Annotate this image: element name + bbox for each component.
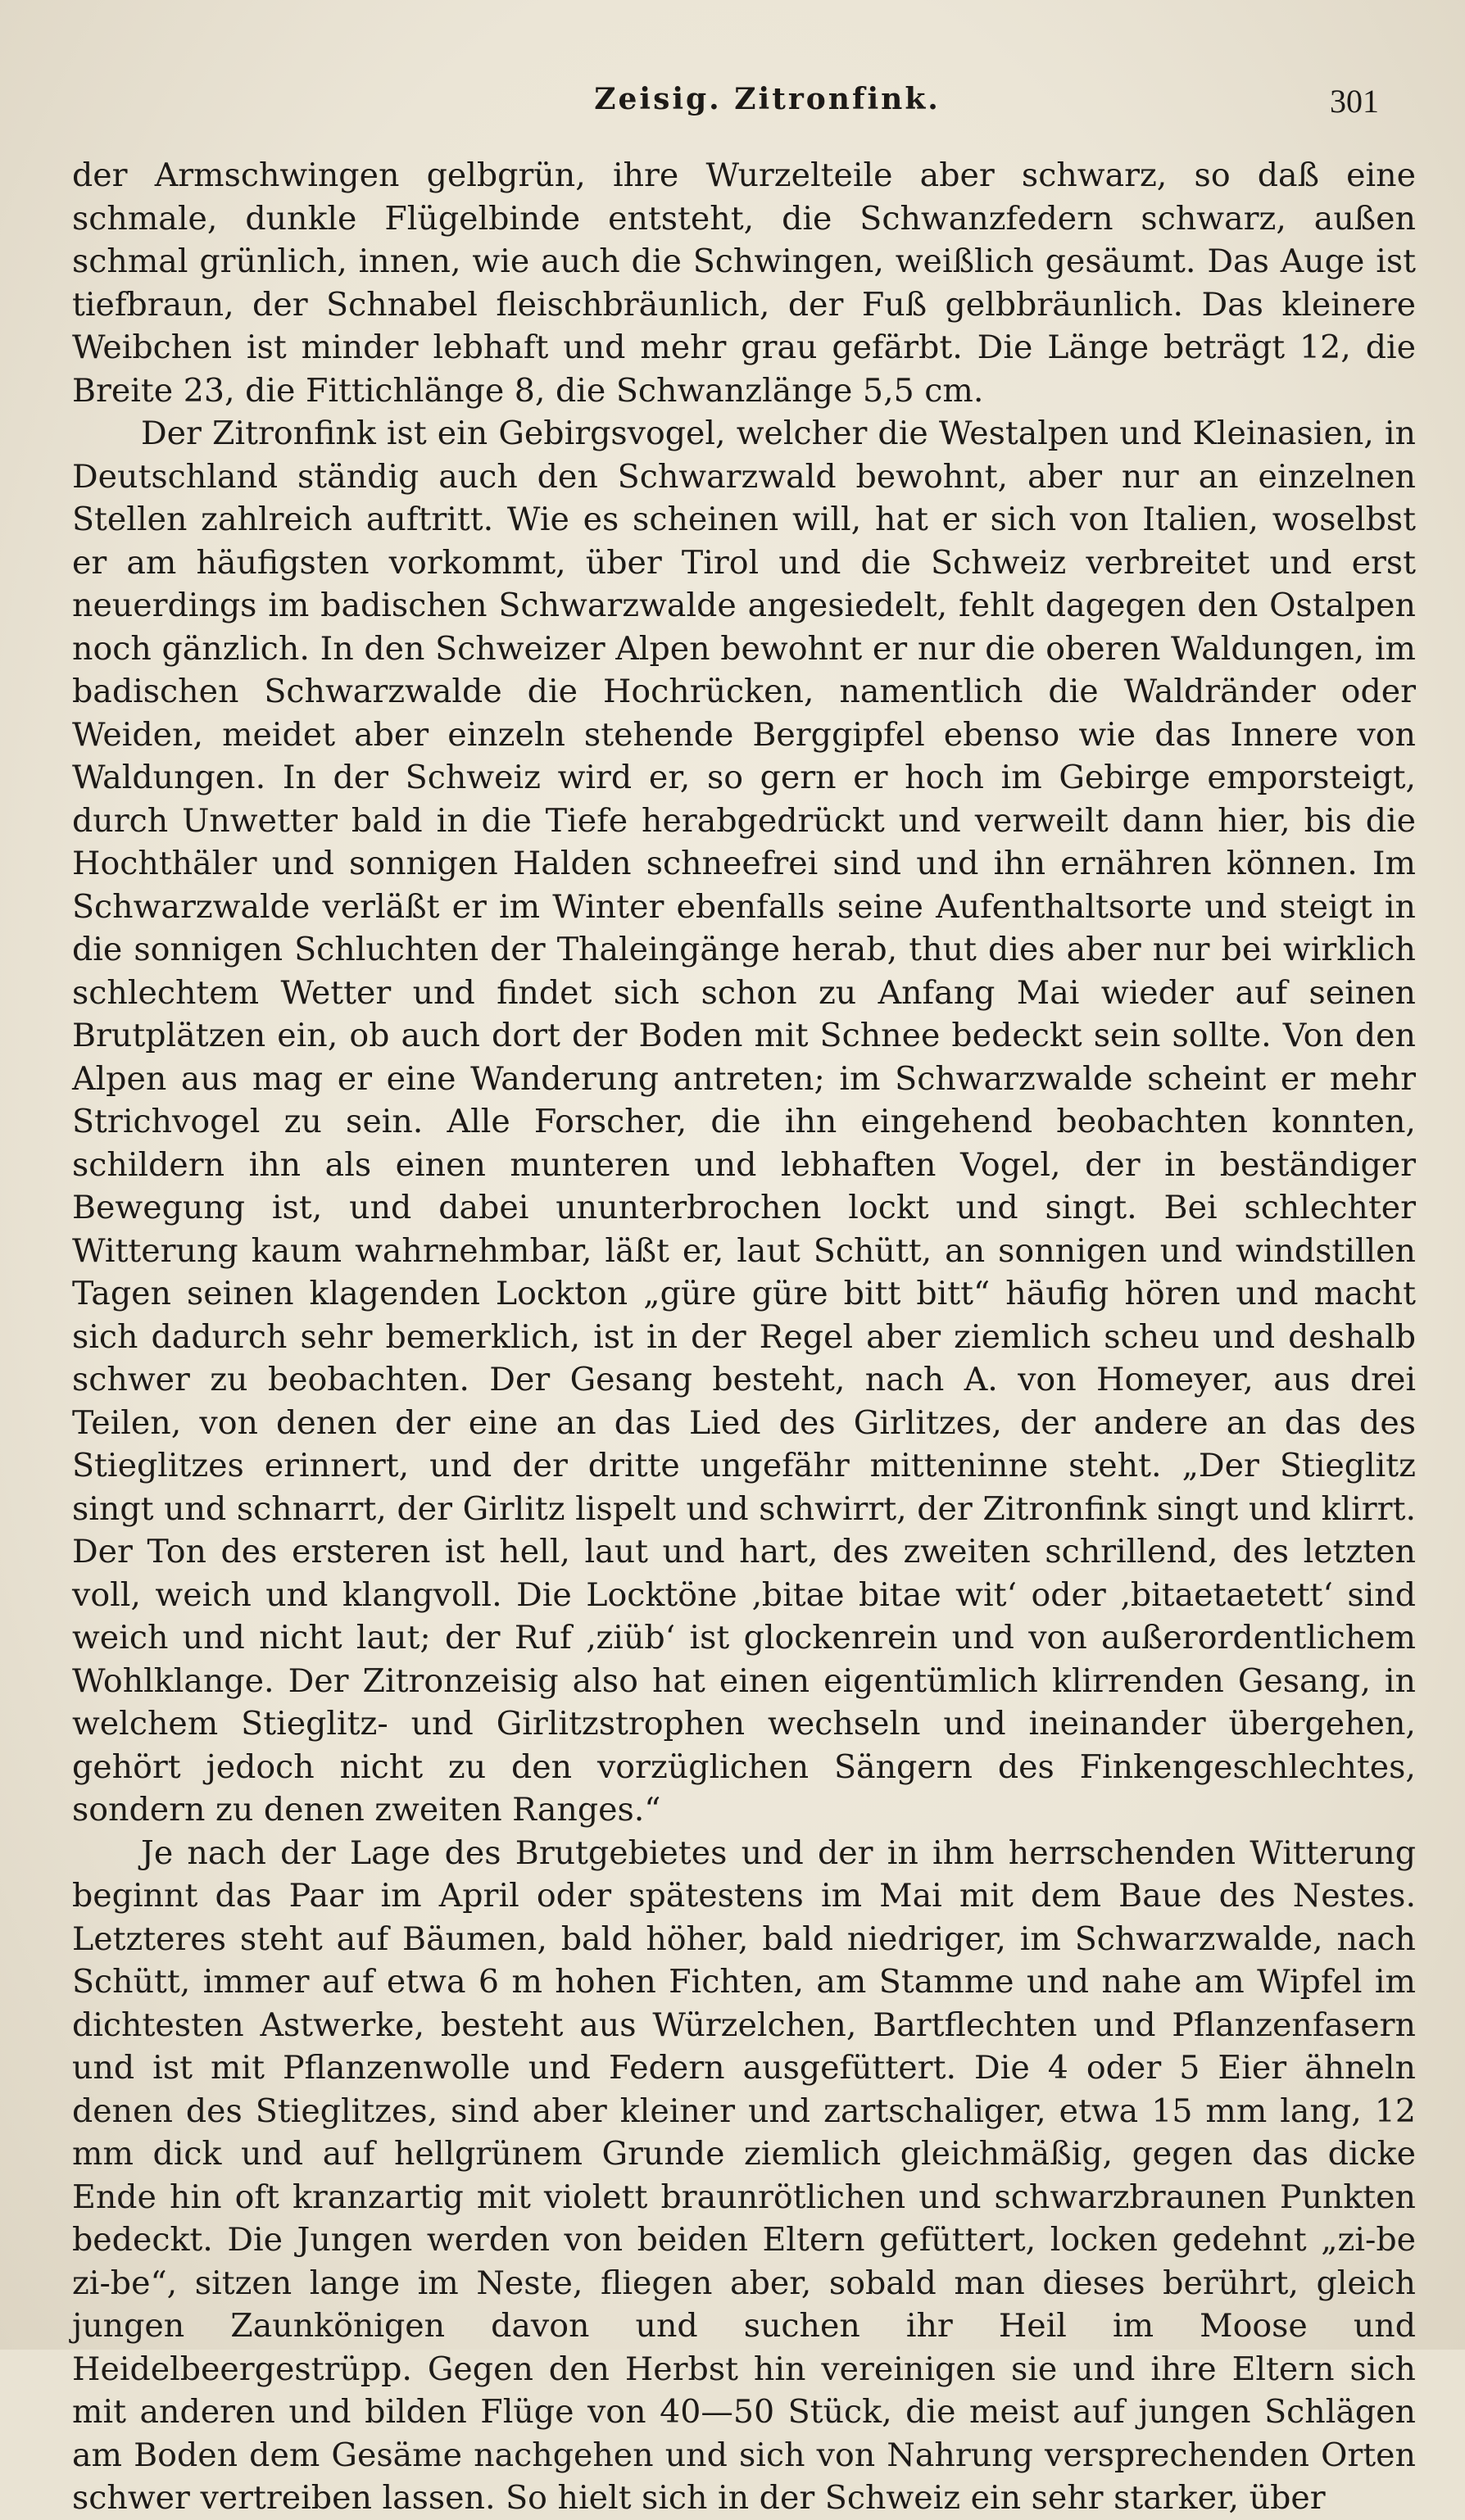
body-text	[72, 154, 1416, 2520]
paragraph-breeding: Je nach der Lage des Brutgebietes und der in ihm herrschenden Witterung beginnt das Paar im April oder spätestens im Mai mit dem Baue des Nestes. Letzteres steht auf Bäumen, bald höher, bald niedriger, im Schwarzwalde, nach Schütt, immer auf etwa 6 m hohen Fichten, am Stamme und nahe am Wipfel im dichtesten Astwerke, besteht aus Würzelchen, Bartflechten und Pflanzenfasern und ist mit Pflanzenwolle und Federn ausgefüttert. Die 4 oder 5 Eier ähneln denen des Stieglitzes, sind aber kleiner und zartschaliger, etwa 15 mm lang, 12 mm dick und auf hellgrünem Grunde ziemlich gleichmäßig, gegen das dicke Ende hin oft kranzartig mit violett braunrötlichen und schwarzbraunen Punkten bedeckt. Die Jungen werden von beiden Eltern gefüttert, locken gedehnt „zi-be zi-be“, sitzen lange im Neste, fliegen aber, sobald man dieses berührt, gleich jungen Zaunkönigen davon und suchen ihr Heil im Moose und Heidelbeergestrüpp. Gegen den Herbst hin vereinigen sie und ihre Eltern sich mit anderen und bilden Flüge von 40—50 Stück, die meist auf jungen Schlägen am Boden dem Gesäme nachgehen und sich von Nahrung versprechenden Orten schwer vertreiben lassen. So hielt sich in der Schweiz ein sehr starker, über	[72, 1833, 1416, 2517]
running-title: Zeisig. Zitronfink.	[594, 82, 941, 116]
paragraph-continuation: der Armschwingen gelbgrün, ihre Wurzelteile aber schwarz, so daß eine schmale, dunkle Flügelbinde entsteht, die Schwanzfedern schwarz, außen schmal grünlich, innen, wie auch die Schwingen, weißlich gesäumt. Das Auge ist tiefbraun, der Schnabel fleischbräunlich, der Fuß gelbbräunlich. Das kleinere Weibchen ist minder lebhaft und mehr grau gefärbt. Die Länge beträgt 12, die Breite 23, die Fittichlänge 8, die Schwanzlänge 5,5 cm.	[72, 156, 1416, 410]
paragraph-habitat-and-song: Der Zitronfink ist ein Gebirgsvogel, welcher die Westalpen und Kleinasien, in Deutschland ständig auch den Schwarzwald bewohnt, aber nur an einzelnen Stellen zahlreich auftritt. Wie es scheinen will, hat er sich von Italien, woselbst er am häufigsten vorkommt, über Tirol und die Schweiz verbreitet und erst neuerdings im badischen Schwarzwalde angesiedelt, fehlt dagegen den Ostalpen noch gänzlich. In den Schweizer Alpen bewohnt er nur die oberen Waldungen, im badischen Schwarzwalde die Hochrücken, namentlich die Waldränder oder Weiden, meidet aber einzeln stehende Berggipfel ebenso wie das Innere von Waldungen. In der Schweiz wird er, so gern er hoch im Gebirge emporsteigt, durch Unwetter bald in die Tiefe herabgedrückt und verweilt dann hier, bis die Hochthäler und sonnigen Halden schneefrei sind und ihn ernähren können. Im Schwarzwalde verläßt er im Winter ebenfalls seine Aufenthaltsorte und steigt in die sonnigen Schluchten der Thaleingänge herab, thut dies aber nur bei wirklich schlechtem Wetter und findet sich schon zu Anfang Mai wieder auf seinen Brutplätzen ein, ob auch dort der Boden mit Schnee bedeckt sein sollte. Von den Alpen aus mag er eine Wanderung antreten; im Schwarzwalde scheint er mehr Strichvogel zu sein. Alle Forscher, die ihn eingehend beobachten konnten, schildern ihn als einen munteren und lebhaften Vogel, der in beständiger Bewegung ist, und dabei ununterbrochen lockt und singt. Bei schlechter Witterung kaum wahrnehmbar, läßt er, laut Schütt, an sonnigen und windstillen Tagen seinen klagenden Lockton „güre güre bitt bitt“ häufig hören und macht sich dadurch sehr bemerklich, ist in der Regel aber ziemlich scheu und deshalb schwer zu beobachten. Der Gesang besteht, nach A. von Homeyer, aus drei Teilen, von denen der eine an das Lied des Girlitzes, der andere an das des Stieglitzes erinnert, und der dritte ungefähr mitteninne steht. „Der Stieglitz singt und schnarrt, der Girlitz lispelt und schwirrt, der Zitronfink singt und klirrt. Der Ton des ersteren ist hell, laut und hart, des zweiten schrillend, des letzten voll, weich und klangvoll. Die Locktöne ‚bitae bitae wit‘ oder ‚bitaetaetett‘ sind weich und nicht laut; der Ruf ‚ziüb‘ ist glockenrein und von außerordentlichem Wohlklange. Der Zitronzeisig also hat einen eigentümlich klirrenden Gesang, in welchem Stieglitz- und Girlitzstrophen wechseln und ineinander übergehen, gehört jedoch nicht zu den vorzüglichen Sängern des Finkengeschlechtes, sondern zu denen zweiten Ranges.“	[72, 415, 1416, 1829]
running-head	[156, 82, 1379, 131]
page-number: 301	[1330, 83, 1379, 120]
